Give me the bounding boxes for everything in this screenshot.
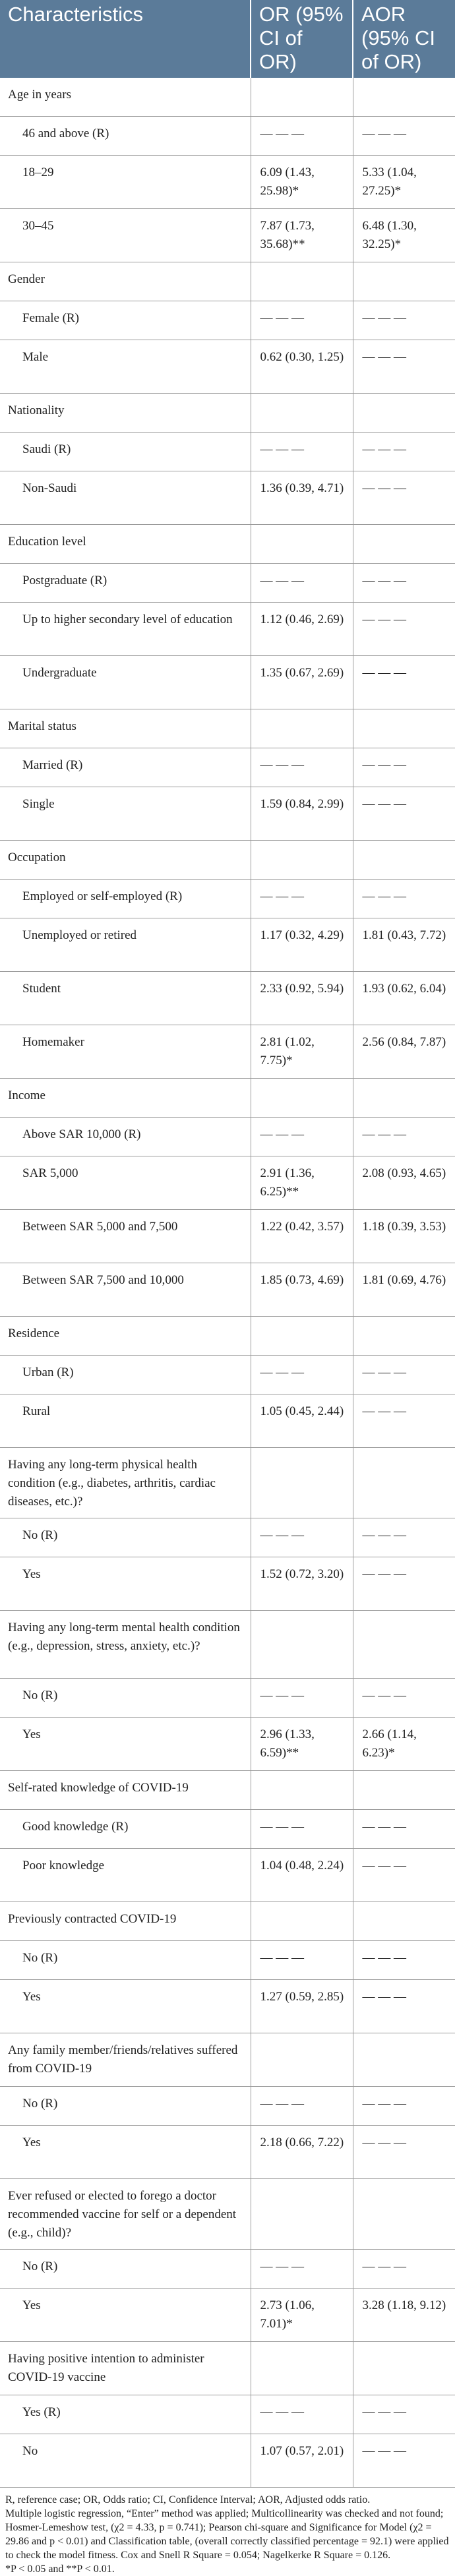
variable-label: Yes (R) xyxy=(0,2395,251,2434)
table-row xyxy=(0,656,455,709)
aor-value: — — — xyxy=(353,787,455,841)
category-label: Having any long-term physical health condition (e.g., diabetes, arthritis, cardiac diseases, etc.)? xyxy=(0,1448,251,1518)
variable-label: Yes xyxy=(0,2289,251,2342)
or-value: 2.96 (1.33, 6.59)** xyxy=(251,1718,353,1771)
table-row xyxy=(0,117,455,156)
or-value xyxy=(251,78,353,117)
category-row xyxy=(0,78,455,117)
category-label: Ever refused or elected to forego a doctor recommended vaccine for self or a dependent (e.g., child)? xyxy=(0,2179,251,2250)
aor-value: 2.66 (1.14, 6.23)* xyxy=(353,1718,455,1771)
aor-value: 6.48 (1.30, 32.25)* xyxy=(353,209,455,262)
category-row xyxy=(0,1079,455,1118)
or-value: 1.04 (0.48, 2.24) xyxy=(251,1849,353,1902)
or-value: 1.59 (0.84, 2.99) xyxy=(251,787,353,841)
category-label: Nationality xyxy=(0,394,251,433)
or-value: 2.81 (1.02, 7.75)* xyxy=(251,1025,353,1079)
or-value xyxy=(251,2179,353,2250)
aor-value: — — — xyxy=(353,1941,455,1980)
table-row xyxy=(0,2289,455,2342)
variable-label: 18–29 xyxy=(0,156,251,209)
aor-value xyxy=(353,1079,455,1118)
category-label: Gender xyxy=(0,262,251,301)
table-header xyxy=(0,0,455,78)
aor-value xyxy=(353,1317,455,1356)
category-label: Occupation xyxy=(0,841,251,880)
or-value: 1.35 (0.67, 2.69) xyxy=(251,656,353,709)
variable-label: Homemaker xyxy=(0,1025,251,1079)
variable-label: No (R) xyxy=(0,2250,251,2289)
table-row xyxy=(0,918,455,972)
category-label: Marital status xyxy=(0,709,251,748)
variable-label: No (R) xyxy=(0,1679,251,1718)
variable-label: Non-Saudi xyxy=(0,471,251,525)
aor-value: — — — xyxy=(353,2250,455,2289)
aor-value: — — — xyxy=(353,1356,455,1394)
table-row xyxy=(0,1849,455,1902)
aor-value xyxy=(353,78,455,117)
category-row xyxy=(0,262,455,301)
category-label: Self-rated knowledge of COVID-19 xyxy=(0,1771,251,1810)
or-value: — — — xyxy=(251,2087,353,2126)
aor-value: — — — xyxy=(353,433,455,471)
or-value: 1.17 (0.32, 4.29) xyxy=(251,918,353,972)
table-row xyxy=(0,1156,455,1210)
variable-label: Male xyxy=(0,340,251,394)
aor-value xyxy=(353,1448,455,1518)
category-label: Income xyxy=(0,1079,251,1118)
category-row xyxy=(0,525,455,564)
or-value: — — — xyxy=(251,1679,353,1718)
or-value xyxy=(251,1317,353,1356)
aor-value: — — — xyxy=(353,2126,455,2179)
aor-value: — — — xyxy=(353,1394,455,1448)
variable-label: Undergraduate xyxy=(0,656,251,709)
or-value: — — — xyxy=(251,1118,353,1156)
variable-label: Saudi (R) xyxy=(0,433,251,471)
variable-label: Between SAR 5,000 and 7,500 xyxy=(0,1210,251,1263)
variable-label: Yes xyxy=(0,1557,251,1611)
variable-label: Student xyxy=(0,972,251,1025)
category-row xyxy=(0,1902,455,1941)
or-value: — — — xyxy=(251,301,353,340)
or-value: 1.52 (0.72, 3.20) xyxy=(251,1557,353,1611)
or-value: — — — xyxy=(251,1518,353,1557)
category-label: Age in years xyxy=(0,78,251,117)
or-value: 1.36 (0.39, 4.71) xyxy=(251,471,353,525)
or-value xyxy=(251,1611,353,1679)
table-row xyxy=(0,1980,455,2033)
aor-value xyxy=(353,1611,455,1679)
table-row xyxy=(0,471,455,525)
aor-value: — — — xyxy=(353,1810,455,1849)
table-row xyxy=(0,1025,455,1079)
or-value: — — — xyxy=(251,748,353,787)
aor-value xyxy=(353,841,455,880)
aor-value: 1.18 (0.39, 3.53) xyxy=(353,1210,455,1263)
table-row xyxy=(0,880,455,918)
aor-value: — — — xyxy=(353,656,455,709)
table-row xyxy=(0,1263,455,1317)
variable-label: Poor knowledge xyxy=(0,1849,251,1902)
aor-value xyxy=(353,1771,455,1810)
aor-value: 2.56 (0.84, 7.87) xyxy=(353,1025,455,1079)
header-or: OR (95% CI of OR) xyxy=(251,0,353,78)
aor-value: — — — xyxy=(353,1518,455,1557)
aor-value xyxy=(353,1902,455,1941)
table-row xyxy=(0,603,455,656)
table-row xyxy=(0,1210,455,1263)
or-value: 1.07 (0.57, 2.01) xyxy=(251,2434,353,2488)
aor-value: — — — xyxy=(353,603,455,656)
or-value xyxy=(251,1448,353,1518)
aor-value xyxy=(353,262,455,301)
aor-value: — — — xyxy=(353,564,455,603)
variable-label: Employed or self-employed (R) xyxy=(0,880,251,918)
aor-value: — — — xyxy=(353,471,455,525)
or-value xyxy=(251,1079,353,1118)
variable-label: 30–45 xyxy=(0,209,251,262)
table-row xyxy=(0,2126,455,2179)
aor-value: — — — xyxy=(353,1679,455,1718)
table-row xyxy=(0,1518,455,1557)
or-value xyxy=(251,1902,353,1941)
aor-value xyxy=(353,709,455,748)
table-row xyxy=(0,2395,455,2434)
aor-value: — — — xyxy=(353,1849,455,1902)
variable-label: No xyxy=(0,2434,251,2488)
table-row xyxy=(0,340,455,394)
or-value: 2.33 (0.92, 5.94) xyxy=(251,972,353,1025)
category-row xyxy=(0,2179,455,2250)
or-value: — — — xyxy=(251,433,353,471)
table-row xyxy=(0,1679,455,1718)
variable-label: Yes xyxy=(0,2126,251,2179)
category-label: Having positive intention to administer COVID-19 vaccine xyxy=(0,2342,251,2395)
category-label: Any family member/friends/relatives suffered from COVID-19 xyxy=(0,2033,251,2087)
variable-label: Female (R) xyxy=(0,301,251,340)
header-characteristics: Characteristics xyxy=(0,0,251,78)
category-row xyxy=(0,394,455,433)
category-row xyxy=(0,1771,455,1810)
variable-label: Urban (R) xyxy=(0,1356,251,1394)
aor-value: 2.08 (0.93, 4.65) xyxy=(353,1156,455,1210)
table-row xyxy=(0,156,455,209)
variable-label: Unemployed or retired xyxy=(0,918,251,972)
table-row xyxy=(0,1118,455,1156)
variable-label: Postgraduate (R) xyxy=(0,564,251,603)
or-value: 7.87 (1.73, 35.68)** xyxy=(251,209,353,262)
table-row xyxy=(0,1941,455,1980)
footnote-methods: Multiple logistic regression, “Enter” method was applied; Multicollinearity was checked and not found; Hosmer-Lemeshow test, (χ2 = 4.33, p = 0.741); Pearson chi-square and Significance for Model (χ2 = 29.86 and p < 0.01) and Classification table, (overall correctly classified percentage = 92.1) were applied to check the model fitness. Cox and Snell R Square = 0.054; Nagelkerke R Square = 0.126. xyxy=(5,2508,449,2561)
aor-value: — — — xyxy=(353,1980,455,2033)
table-row xyxy=(0,972,455,1025)
footnote-significance: *P < 0.05 and **P < 0.01. xyxy=(5,2563,115,2575)
table-row xyxy=(0,2434,455,2488)
table-row xyxy=(0,1810,455,1849)
table-row xyxy=(0,301,455,340)
aor-value: — — — xyxy=(353,1557,455,1611)
or-value: — — — xyxy=(251,117,353,156)
category-label: Previously contracted COVID-19 xyxy=(0,1902,251,1941)
aor-value: 3.28 (1.18, 9.12) xyxy=(353,2289,455,2342)
aor-value: — — — xyxy=(353,748,455,787)
aor-value: 1.81 (0.69, 4.76) xyxy=(353,1263,455,1317)
variable-label: Single xyxy=(0,787,251,841)
aor-value xyxy=(353,525,455,564)
variable-label: No (R) xyxy=(0,1941,251,1980)
or-value: 1.05 (0.45, 2.44) xyxy=(251,1394,353,1448)
aor-value: — — — xyxy=(353,2434,455,2488)
table-row xyxy=(0,1557,455,1611)
or-value: 6.09 (1.43, 25.98)* xyxy=(251,156,353,209)
aor-value xyxy=(353,2342,455,2395)
variable-label: Married (R) xyxy=(0,748,251,787)
or-value: — — — xyxy=(251,564,353,603)
table-row xyxy=(0,2250,455,2289)
or-value: — — — xyxy=(251,1941,353,1980)
aor-value: — — — xyxy=(353,880,455,918)
table-row xyxy=(0,748,455,787)
or-value xyxy=(251,262,353,301)
category-row xyxy=(0,709,455,748)
or-value: — — — xyxy=(251,2250,353,2289)
category-label: Education level xyxy=(0,525,251,564)
category-row xyxy=(0,1611,455,1679)
category-row xyxy=(0,841,455,880)
table-footnotes xyxy=(0,2488,455,2576)
variable-label: No (R) xyxy=(0,2087,251,2126)
table-body xyxy=(0,78,455,2488)
or-value xyxy=(251,525,353,564)
or-value: 2.91 (1.36, 6.25)** xyxy=(251,1156,353,1210)
category-row xyxy=(0,1317,455,1356)
variable-label: Good knowledge (R) xyxy=(0,1810,251,1849)
aor-value: — — — xyxy=(353,340,455,394)
aor-value: — — — xyxy=(353,2087,455,2126)
or-value: 1.12 (0.46, 2.69) xyxy=(251,603,353,656)
or-value xyxy=(251,841,353,880)
aor-value: 5.33 (1.04, 27.25)* xyxy=(353,156,455,209)
or-value: — — — xyxy=(251,1356,353,1394)
variable-label: Yes xyxy=(0,1980,251,2033)
table-row xyxy=(0,787,455,841)
or-value: — — — xyxy=(251,880,353,918)
table-row xyxy=(0,433,455,471)
variable-label: Above SAR 10,000 (R) xyxy=(0,1118,251,1156)
aor-value: 1.93 (0.62, 6.04) xyxy=(353,972,455,1025)
or-value: 0.62 (0.30, 1.25) xyxy=(251,340,353,394)
table-row xyxy=(0,564,455,603)
table-row xyxy=(0,209,455,262)
or-value: — — — xyxy=(251,1810,353,1849)
aor-value: — — — xyxy=(353,301,455,340)
aor-value xyxy=(353,394,455,433)
table-row xyxy=(0,2087,455,2126)
variable-label: SAR 5,000 xyxy=(0,1156,251,1210)
aor-value: — — — xyxy=(353,117,455,156)
aor-value xyxy=(353,2179,455,2250)
variable-label: Between SAR 7,500 and 10,000 xyxy=(0,1263,251,1317)
header-aor: AOR (95% CI of OR) xyxy=(353,0,455,78)
aor-value: 1.81 (0.43, 7.72) xyxy=(353,918,455,972)
aor-value xyxy=(353,2033,455,2087)
category-row xyxy=(0,2033,455,2087)
or-value: 1.27 (0.59, 2.85) xyxy=(251,1980,353,2033)
variable-label: Rural xyxy=(0,1394,251,1448)
or-value: 1.85 (0.73, 4.69) xyxy=(251,1263,353,1317)
or-value xyxy=(251,2342,353,2395)
category-label: Having any long-term mental health condition (e.g., depression, stress, anxiety, etc.)? xyxy=(0,1611,251,1679)
or-value xyxy=(251,709,353,748)
or-value xyxy=(251,1771,353,1810)
variable-label: Yes xyxy=(0,1718,251,1771)
footnote-abbreviations: R, reference case; OR, Odds ratio; CI, Confidence Interval; AOR, Adjusted odds ratio. xyxy=(5,2494,371,2505)
table-row xyxy=(0,1394,455,1448)
variable-label: 46 and above (R) xyxy=(0,117,251,156)
variable-label: Up to higher secondary level of education xyxy=(0,603,251,656)
or-value: — — — xyxy=(251,2395,353,2434)
category-label: Residence xyxy=(0,1317,251,1356)
table-row xyxy=(0,1356,455,1394)
or-value xyxy=(251,394,353,433)
variable-label: No (R) xyxy=(0,1518,251,1557)
category-row xyxy=(0,1448,455,1518)
or-value: 1.22 (0.42, 3.57) xyxy=(251,1210,353,1263)
or-value xyxy=(251,2033,353,2087)
aor-value: — — — xyxy=(353,2395,455,2434)
category-row xyxy=(0,2342,455,2395)
table-row xyxy=(0,1718,455,1771)
aor-value: — — — xyxy=(353,1118,455,1156)
or-value: 2.73 (1.06, 7.01)* xyxy=(251,2289,353,2342)
or-value: 2.18 (0.66, 7.22) xyxy=(251,2126,353,2179)
